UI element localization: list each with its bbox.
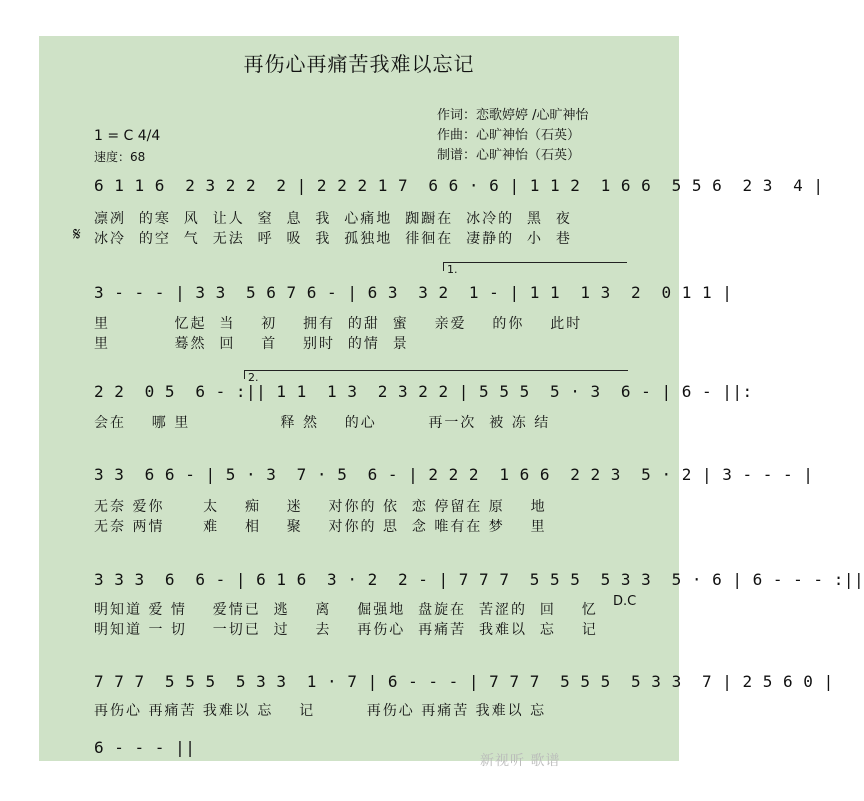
da-capo-marking: D.C bbox=[613, 594, 637, 609]
notation-row-1: 6 1 1 6 2 3 2 2 2 | 2 2 2 1 7 6 6 · 6 | 1 1 2 1 6 6 5 5 6 2 3 4 | bbox=[94, 176, 824, 195]
lyric-line-1b: 冰冷 的空 气 无法 呼 吸 我 孤独地 徘徊在 凄静的 小 巷 bbox=[94, 231, 572, 247]
lyric-line-1a: 凛冽 的寒 风 让人 窒 息 我 心痛地 踟蹰在 冰冷的 黑 夜 bbox=[94, 211, 572, 227]
lyric-line-4b: 无奈 两情 难 相 聚 对你的 思 念 唯有在 梦 里 bbox=[94, 519, 547, 535]
lyric-line-2b: 里 蓦然 回 首 别时 的情 景 bbox=[94, 336, 409, 352]
watermark: 新视听 歌谱 bbox=[480, 753, 561, 769]
credits bbox=[437, 106, 589, 166]
lyric-line-3a: 会在 哪 里 释 然 的心 再一次 被 冻 结 bbox=[94, 415, 551, 431]
lyricist-credit: 作词：恋歌婷婷 /心旷神怡 bbox=[437, 108, 589, 123]
lyric-line-2a: 里 忆起 当 初 拥有 的甜 蜜 亲爱 的你 此时 bbox=[94, 316, 583, 332]
lyric-line-6a: 再伤心 再痛苦 我难以 忘 记 再伤心 再痛苦 我难以 忘 bbox=[94, 703, 547, 719]
notation-row-4: 3 3 6 6 - | 5 · 3 7 · 5 6 - | 2 2 2 1 6 6 2 2 3 5 · 2 | 3 - - - | bbox=[94, 465, 814, 484]
notation-row-6: 7 7 7 5 5 5 5 3 3 1 · 7 | 6 - - - | 7 7 7 5 5 5 5 3 3 7 | 2 5 6 0 | bbox=[94, 672, 834, 691]
key-signature: 1 = C 4/4 bbox=[94, 128, 161, 144]
second-ending: 2. bbox=[244, 370, 628, 379]
score-sheet bbox=[39, 36, 864, 761]
tempo-marking: 速度：68 bbox=[94, 150, 146, 164]
lyric-line-4a: 无奈 爱你 太 痴 迷 对你的 依 恋 停留在 原 地 bbox=[94, 499, 547, 515]
notation-row-7: 6 - - - || bbox=[94, 738, 196, 757]
first-ending: 1. bbox=[443, 262, 627, 271]
lyric-line-5b: 明知道 一 切 一切已 过 去 再伤心 再痛苦 我难以 忘 记 bbox=[94, 622, 598, 638]
notation-row-3: 2 2 0 5 6 - :|| 1 1 1 3 2 3 2 2 | 5 5 5 5 · 3 6 - | 6 - ||: bbox=[94, 382, 753, 401]
transcriber-credit: 制谱：心旷神怡（石英） bbox=[437, 148, 581, 163]
notation-row-2: 3 - - - | 3 3 5 6 7 6 - | 6 3 3 2 1 - | 1 1 1 3 2 0 1 1 | bbox=[94, 283, 733, 302]
notation-row-5: 3 3 3 6 6 - | 6 1 6 3 · 2 2 - | 7 7 7 5 5 5 5 3 3 5 · 6 | 6 - - - :|| bbox=[94, 570, 864, 589]
composer-credit: 作曲：心旷神怡（石英） bbox=[437, 128, 581, 143]
song-title: 再伤心再痛苦我难以忘记 bbox=[243, 52, 475, 76]
lyric-line-5a: 明知道 爱 情 爱情已 逃 离 倔强地 盘旋在 苦涩的 回 忆 bbox=[94, 602, 598, 618]
segno-icon: 𝄋 bbox=[73, 224, 81, 245]
